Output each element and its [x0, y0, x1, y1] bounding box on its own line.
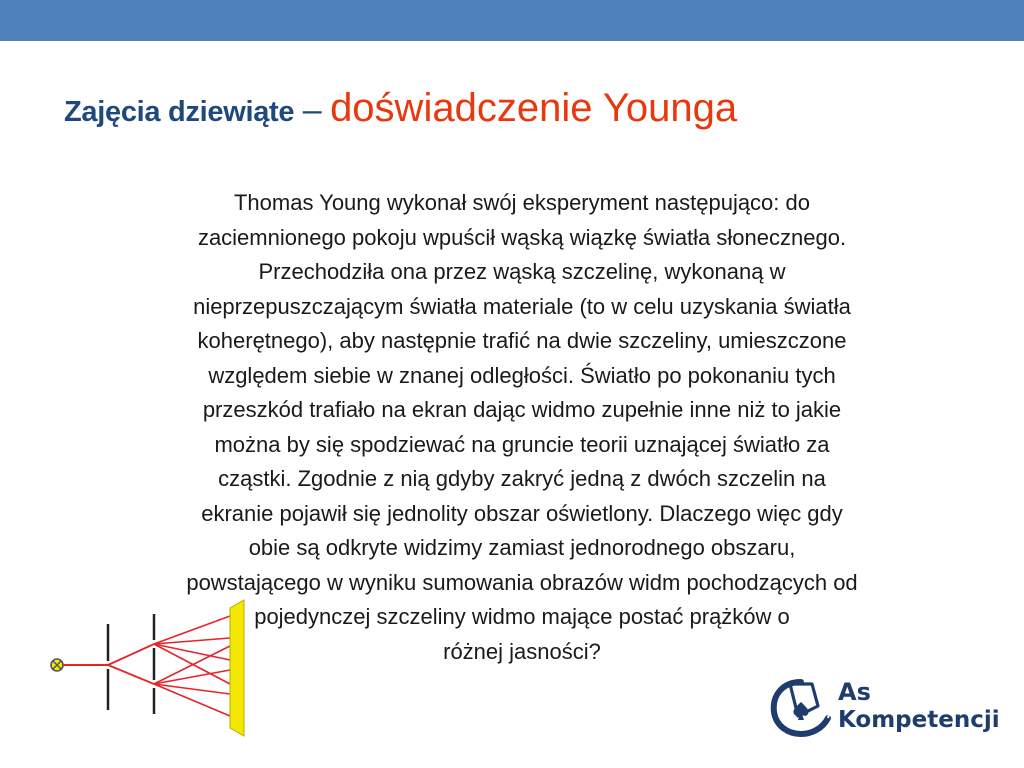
body-paragraph: Thomas Young wykonał swój eksperyment następująco: do zaciemnionego pokoju wpuścił wąską wiązkę światła słonecznego. Przechodziła ona przez wąską szczelinę, wykonaną w nieprzepuszczającym światła materiale (to w celu uzyskania światła koherętnego), aby następnie trafić na dwie szczeliny, umieszczone względem siebie w znanej odległości. Światło po pokonaniu tych przeszkód trafiało na ekran dając widmo zupełnie inne niż to jakie można by się spodziewać na gruncie teorii uznającej światło za cząstki. Zgodnie z nią gdyby zakryć jedną z dwóch szczelin na ekranie pojawił się jednolity obszar oświetlony. Dlaczego więc gdy obie są odkryte widzimy zamiast jednorodnego obszaru, powstającego w wyniku sumowania obrazów widm pochodzących od pojedynczej szczeliny widmo mające postać prążków o różnej jasności? [186, 190, 858, 664]
double-slit-diagram-icon [40, 598, 280, 758]
title-dash: – [302, 91, 322, 129]
title-lesson-label: Zajęcia dziewiąte [64, 96, 295, 128]
as-kompetencji-logo [768, 672, 998, 744]
as-kompetencji-logo-icon [768, 676, 834, 738]
logo-text-as: As [838, 678, 871, 706]
logo-text-kompetencji: Kompetencji [838, 707, 1000, 733]
slide-title [64, 88, 964, 128]
title-topic: doświadczenie Younga [330, 86, 738, 130]
top-accent-bar [0, 0, 1024, 41]
